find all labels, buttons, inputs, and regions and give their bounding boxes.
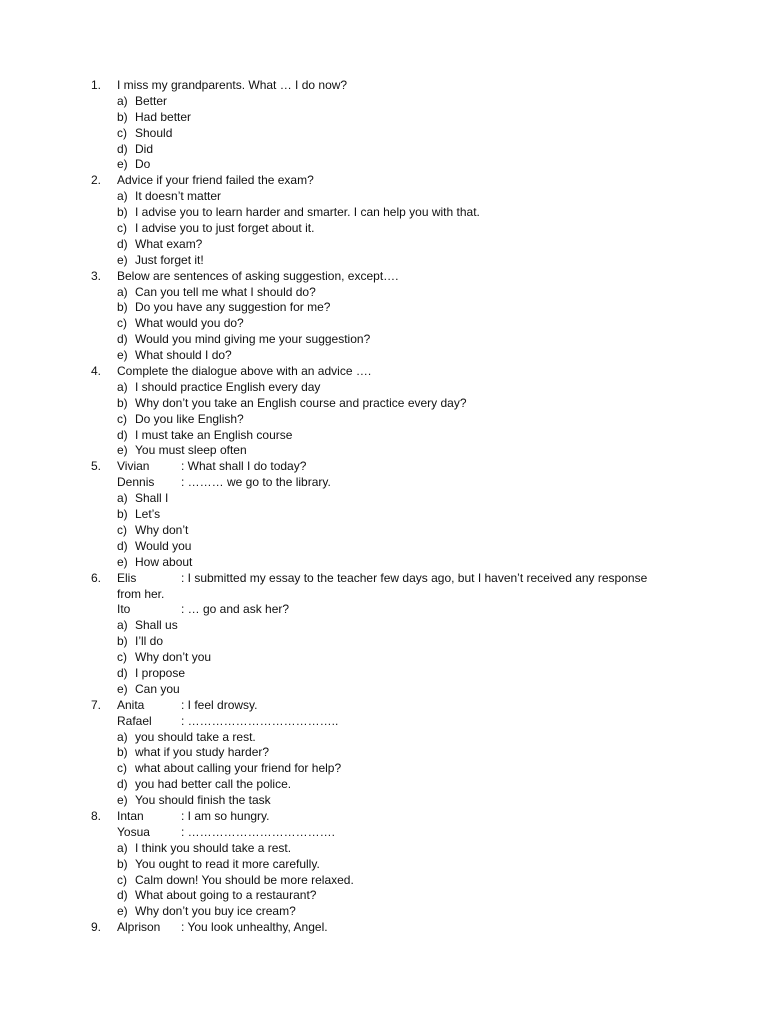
option-text: Would you xyxy=(135,538,192,553)
option-letter: a) xyxy=(117,729,128,744)
option-letter: d) xyxy=(117,777,128,792)
dialogue-continuation: from her. xyxy=(117,586,165,601)
option-letter: a) xyxy=(117,840,128,855)
option-letter: b) xyxy=(117,205,128,220)
dialogue-continuation-line xyxy=(0,587,768,603)
answer-option xyxy=(0,412,768,428)
option-letter: a) xyxy=(117,189,128,204)
option-text: Can you tell me what I should do? xyxy=(135,284,316,299)
answer-option xyxy=(0,126,768,142)
answer-option xyxy=(0,857,768,873)
answer-option xyxy=(0,777,768,793)
answer-option xyxy=(0,873,768,889)
option-letter: b) xyxy=(117,507,128,522)
question-prompt: Advice if your friend failed the exam? xyxy=(117,173,314,188)
option-letter: a) xyxy=(117,491,128,506)
option-letter: b) xyxy=(117,856,128,871)
option-letter: d) xyxy=(117,665,128,680)
option-text: You must sleep often xyxy=(135,443,247,458)
answer-option xyxy=(0,841,768,857)
option-letter: b) xyxy=(117,634,128,649)
answer-option xyxy=(0,316,768,332)
answer-option xyxy=(0,888,768,904)
option-text: Let’s xyxy=(135,507,161,522)
option-text: Shall I xyxy=(135,491,169,506)
question-block xyxy=(0,173,768,268)
option-text: what if you study harder? xyxy=(135,745,270,760)
dialogue-text: : I feel drowsy. xyxy=(181,697,258,712)
answer-option xyxy=(0,634,768,650)
option-text: Can you xyxy=(135,681,180,696)
option-letter: e) xyxy=(117,348,128,363)
option-text: What should I do? xyxy=(135,348,232,363)
answer-option xyxy=(0,682,768,698)
option-text: Do you like English? xyxy=(135,411,244,426)
option-letter: c) xyxy=(117,411,127,426)
option-text: It doesn’t matter xyxy=(135,189,222,204)
question-number: 6. xyxy=(91,570,102,585)
dialogue-text: : You look unhealthy, Angel. xyxy=(181,920,328,935)
option-letter: e) xyxy=(117,443,128,458)
dialogue-text: : I submitted my essay to the teacher few days ago, but I haven’t received any response xyxy=(181,570,648,585)
question-prompt: I miss my grandparents. What … I do now? xyxy=(117,78,348,92)
option-letter: c) xyxy=(117,221,127,236)
option-text: Shall us xyxy=(135,618,178,633)
option-letter: a) xyxy=(117,93,128,108)
option-text: What would you do? xyxy=(135,316,244,331)
option-letter: b) xyxy=(117,109,128,124)
dialogue-line xyxy=(0,459,768,475)
dialogue-speaker: Ito xyxy=(117,602,131,617)
option-letter: e) xyxy=(117,904,128,919)
option-text: You ought to read it more carefully. xyxy=(135,856,320,871)
question-block xyxy=(0,459,768,570)
dialogue-text: : I am so hungry. xyxy=(181,808,270,823)
dialogue-text: : ……… we go to the library. xyxy=(181,475,331,490)
option-letter: c) xyxy=(117,872,127,887)
answer-option xyxy=(0,300,768,316)
option-text: Why don’t you buy ice cream? xyxy=(135,904,296,919)
option-letter: c) xyxy=(117,650,127,665)
dialogue-line xyxy=(0,825,768,841)
option-letter: a) xyxy=(117,618,128,633)
dialogue-speaker: Anita xyxy=(117,697,145,712)
question-number: 9. xyxy=(91,920,102,935)
option-letter: c) xyxy=(117,125,127,140)
answer-option xyxy=(0,730,768,746)
answer-option xyxy=(0,761,768,777)
dialogue-text: : ……………………………….. xyxy=(181,713,339,728)
option-text: How about xyxy=(135,554,193,569)
option-letter: b) xyxy=(117,395,128,410)
answer-option xyxy=(0,189,768,205)
option-letter: b) xyxy=(117,745,128,760)
dialogue-speaker: Alprison xyxy=(117,920,161,935)
option-text: Had better xyxy=(135,109,192,124)
dialogue-speaker: Intan xyxy=(117,808,144,823)
option-text: Why don’t you take an English course and practice every day? xyxy=(135,395,467,410)
question-number: 1. xyxy=(91,78,102,92)
option-text: Why don’t xyxy=(135,522,189,537)
option-text: you should take a rest. xyxy=(135,729,256,744)
question-number: 4. xyxy=(91,364,102,379)
dialogue-line xyxy=(0,475,768,491)
answer-option xyxy=(0,793,768,809)
option-letter: a) xyxy=(117,379,128,394)
option-text: Should xyxy=(135,125,173,140)
option-text: what about calling your friend for help? xyxy=(135,761,342,776)
option-text: Did xyxy=(135,141,154,156)
question-block xyxy=(0,920,768,936)
option-text: You should finish the task xyxy=(135,793,271,808)
answer-option xyxy=(0,428,768,444)
answer-option xyxy=(0,618,768,634)
answer-option xyxy=(0,285,768,301)
option-text: Why don’t you xyxy=(135,650,212,665)
answer-option xyxy=(0,142,768,158)
question-number: 5. xyxy=(91,459,102,474)
option-letter: a) xyxy=(117,284,128,299)
answer-option xyxy=(0,110,768,126)
option-letter: c) xyxy=(117,316,127,331)
answer-option xyxy=(0,380,768,396)
question-line xyxy=(0,364,768,380)
answer-option xyxy=(0,157,768,173)
option-text: I must take an English course xyxy=(135,427,293,442)
question-block xyxy=(0,269,768,364)
option-letter: d) xyxy=(117,538,128,553)
option-text: I think you should take a rest. xyxy=(135,840,292,855)
question-number: 3. xyxy=(91,268,102,283)
question-number: 2. xyxy=(91,173,102,188)
option-letter: d) xyxy=(117,236,128,251)
dialogue-speaker: Rafael xyxy=(117,713,152,728)
option-text: Would you mind giving me your suggestion? xyxy=(135,332,371,347)
option-letter: e) xyxy=(117,252,128,267)
worksheet-page xyxy=(0,78,768,936)
question-block xyxy=(0,78,768,173)
dialogue-speaker: Dennis xyxy=(117,475,155,490)
answer-option xyxy=(0,205,768,221)
dialogue-line xyxy=(0,698,768,714)
dialogue-speaker: Elis xyxy=(117,570,137,585)
dialogue-text: : … go and ask her? xyxy=(181,602,290,617)
question-block xyxy=(0,698,768,809)
answer-option xyxy=(0,443,768,459)
option-letter: e) xyxy=(117,554,128,569)
dialogue-speaker: Yosua xyxy=(117,824,150,839)
option-text: you had better call the police. xyxy=(135,777,292,792)
answer-option xyxy=(0,904,768,920)
dialogue-line xyxy=(0,809,768,825)
question-line xyxy=(0,78,768,94)
option-text: What about going to a restaurant? xyxy=(135,888,317,903)
answer-option xyxy=(0,94,768,110)
option-text: What exam? xyxy=(135,236,203,251)
option-text: Do you have any suggestion for me? xyxy=(135,300,331,315)
dialogue-text: : What shall I do today? xyxy=(181,459,307,474)
option-letter: c) xyxy=(117,761,127,776)
answer-option xyxy=(0,348,768,364)
option-text: I advise you to learn harder and smarter. I can help you with that. xyxy=(135,205,480,220)
dialogue-line xyxy=(0,571,768,587)
dialogue-speaker: Vivian xyxy=(117,459,150,474)
option-letter: d) xyxy=(117,141,128,156)
option-letter: d) xyxy=(117,888,128,903)
answer-option xyxy=(0,221,768,237)
question-number: 8. xyxy=(91,808,102,823)
option-text: Do xyxy=(135,157,151,172)
question-block xyxy=(0,364,768,459)
option-text: I propose xyxy=(135,665,186,680)
answer-option xyxy=(0,650,768,666)
option-letter: e) xyxy=(117,793,128,808)
answer-option xyxy=(0,555,768,571)
option-letter: d) xyxy=(117,332,128,347)
answer-option xyxy=(0,507,768,523)
answer-option xyxy=(0,745,768,761)
option-text: I should practice English every day xyxy=(135,379,321,394)
question-line xyxy=(0,173,768,189)
option-text: Just forget it! xyxy=(135,252,204,267)
answer-option xyxy=(0,253,768,269)
dialogue-line xyxy=(0,714,768,730)
option-letter: b) xyxy=(117,300,128,315)
question-number: 7. xyxy=(91,697,102,712)
answer-option xyxy=(0,666,768,682)
option-text: Better xyxy=(135,93,168,108)
option-letter: e) xyxy=(117,681,128,696)
option-text: Calm down! You should be more relaxed. xyxy=(135,872,354,887)
option-letter: c) xyxy=(117,522,127,537)
answer-option xyxy=(0,237,768,253)
dialogue-line xyxy=(0,920,768,936)
option-letter: d) xyxy=(117,427,128,442)
answer-option xyxy=(0,396,768,412)
answer-option xyxy=(0,491,768,507)
answer-option xyxy=(0,332,768,348)
question-prompt: Below are sentences of asking suggestion, except…. xyxy=(117,268,399,283)
answer-option xyxy=(0,523,768,539)
dialogue-line xyxy=(0,602,768,618)
question-block xyxy=(0,571,768,698)
question-line xyxy=(0,269,768,285)
dialogue-text: : ………………………………. xyxy=(181,824,336,839)
option-text: I’ll do xyxy=(135,634,164,649)
option-letter: e) xyxy=(117,157,128,172)
question-block xyxy=(0,809,768,920)
answer-option xyxy=(0,539,768,555)
option-text: I advise you to just forget about it. xyxy=(135,221,315,236)
question-prompt: Complete the dialogue above with an advice …. xyxy=(117,364,372,379)
